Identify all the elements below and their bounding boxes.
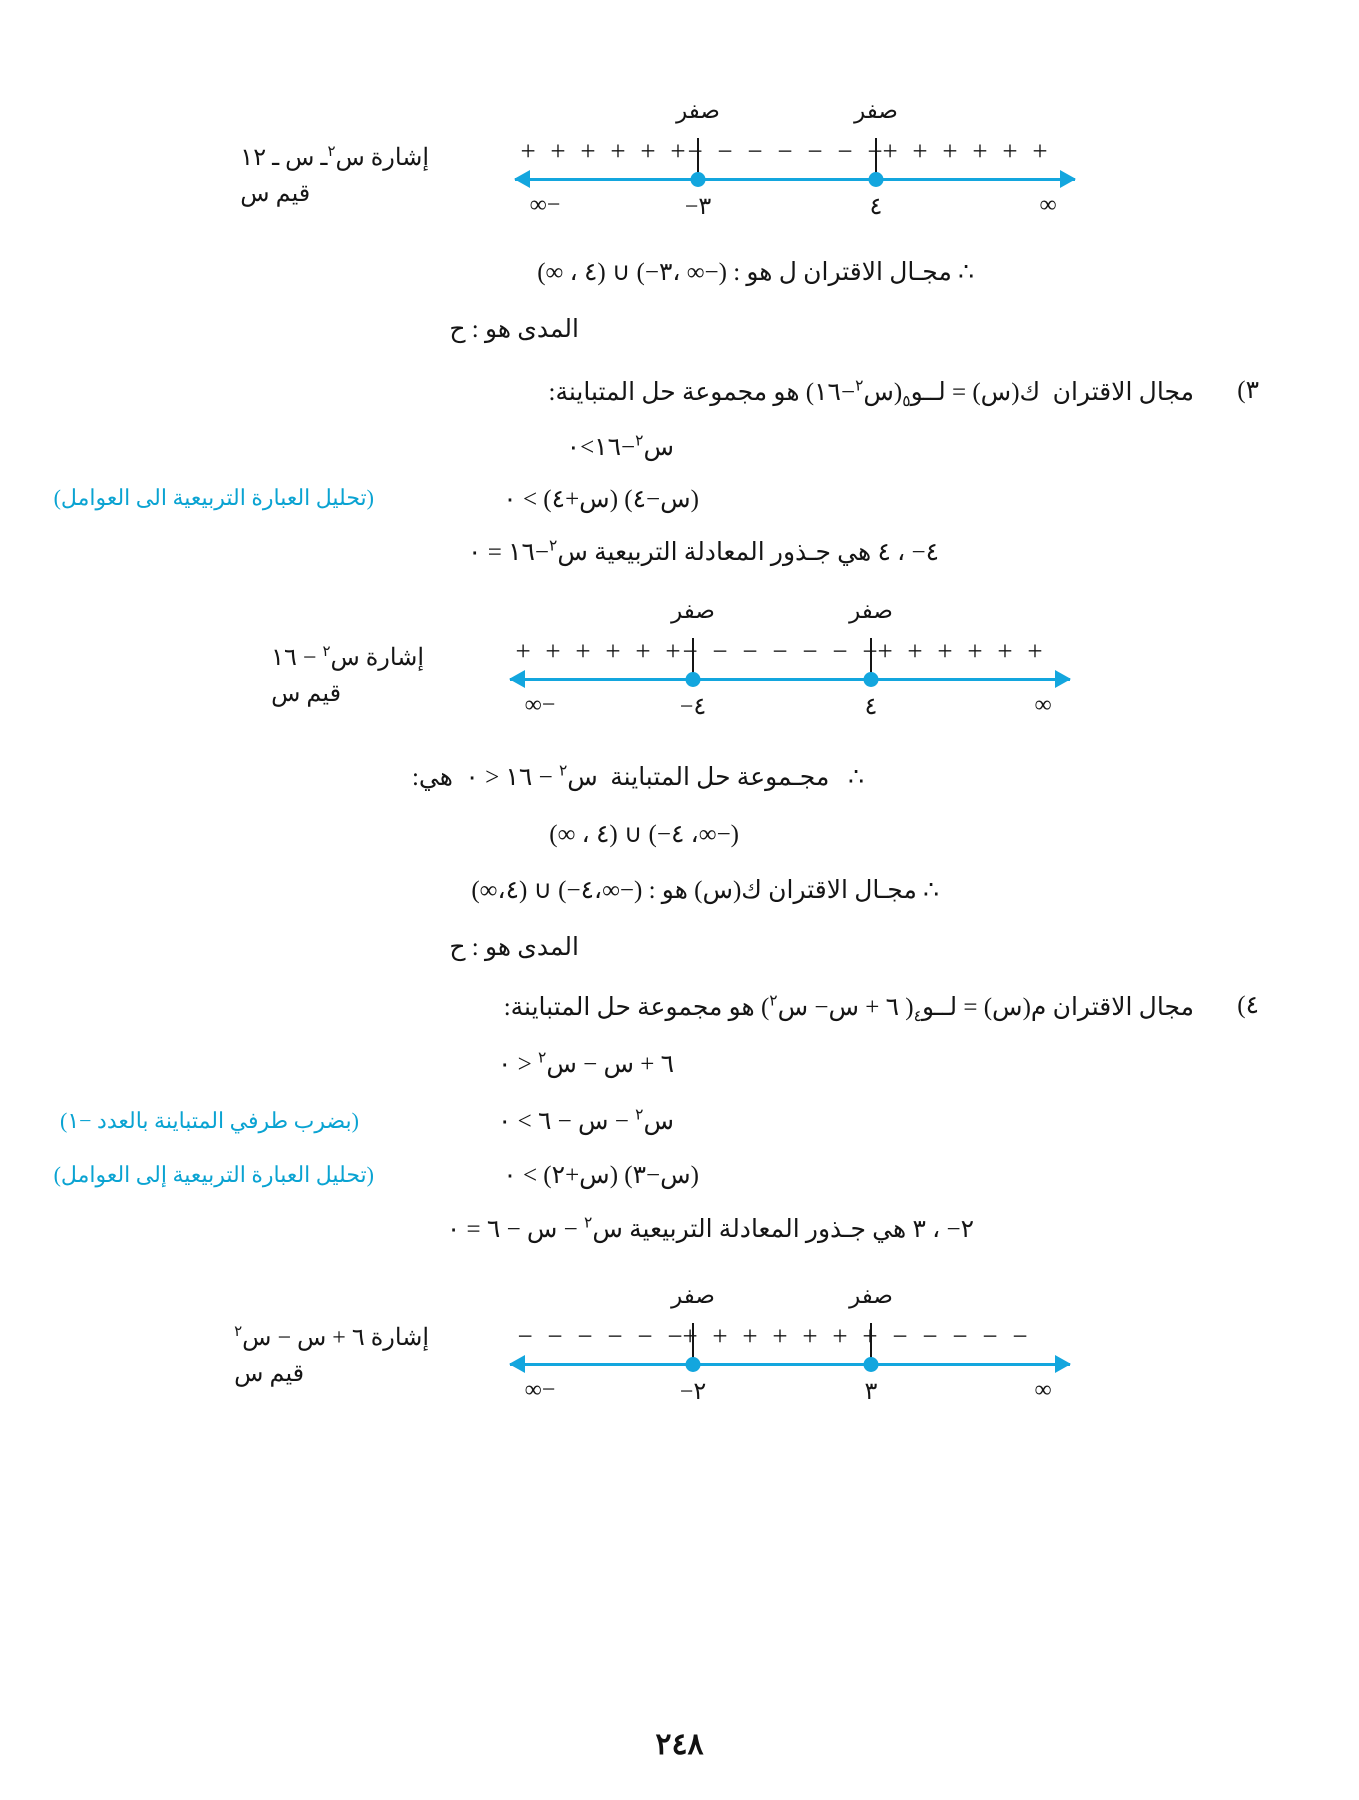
page-number: ٢٤٨ bbox=[655, 1728, 704, 1761]
axis-line bbox=[515, 178, 1075, 181]
item-3-roots: ٤− ، ٤ هي جـذور المعادلة التربيعية س$^٢$−١٦ = ٠ bbox=[468, 537, 939, 566]
item-3-inequality-2: (س−٤) (س+٤) > ٠ bbox=[503, 486, 699, 513]
sign-segment: − − − − − bbox=[892, 1321, 1032, 1351]
item-4-inequality-2: س$^٢$ − س − ٦ > ٠ bbox=[497, 1106, 674, 1135]
axis-arrow-right-icon bbox=[1055, 670, 1071, 688]
axis-arrow-left-icon bbox=[514, 170, 530, 188]
root-dot bbox=[869, 172, 884, 187]
root-dot bbox=[864, 1357, 879, 1372]
domain-conclusion-2: ∴ مجـال الاقتران ك(س) هو : (−∞،٤−) ∪ (٤،∞) bbox=[471, 877, 939, 904]
item-4-note-multiply: (بضرب طرفي المتباينة بالعدد −١) bbox=[59, 1108, 359, 1133]
item-3-note-factoring: (تحليل العبارة التربيعية الى العوامل) bbox=[53, 485, 374, 510]
right-end-label: ∞ bbox=[1039, 192, 1057, 218]
zero-label: صفر bbox=[671, 598, 715, 623]
tick-value: ٣− bbox=[684, 194, 712, 220]
sign-line-diagram-3 bbox=[510, 1285, 1070, 1435]
tick-value: ٤ bbox=[864, 694, 878, 720]
tick-value: ٤− bbox=[679, 694, 707, 720]
root-dot bbox=[691, 172, 706, 187]
sign-line-row-labels-2 bbox=[271, 640, 424, 712]
item-4-inequality-1: ٦ + س − س$^٢$ < ٠ bbox=[497, 1049, 674, 1078]
item-4-roots: ٢− ، ٣ هي جـذور المعادلة التربيعية س$^٢$ − س − ٦ = ٠ bbox=[446, 1214, 974, 1243]
sign-segment: − − − − − − − bbox=[687, 136, 887, 166]
sign-row-label: إشارة ٦ + س − س$^٢$ bbox=[234, 1324, 429, 1351]
sign-line-row-labels-1 bbox=[240, 140, 429, 212]
root-dot bbox=[686, 672, 701, 687]
range-statement-1: المدى هو : ح bbox=[449, 316, 579, 343]
sign-segment: + + + + + + bbox=[882, 136, 1052, 166]
values-row-label: قيم س bbox=[240, 181, 311, 207]
tick-value: ٢− bbox=[679, 1379, 707, 1405]
item-3-inequality-1: س$^٢$−١٦>٠ bbox=[566, 432, 674, 461]
sign-row-label: إشارة س$^٢$ − ١٦ bbox=[271, 644, 424, 671]
item-4-note-factoring: (تحليل العبارة التربيعية إلى العوامل) bbox=[53, 1162, 374, 1187]
axis-arrow-right-icon bbox=[1060, 170, 1076, 188]
log-base: ٥ bbox=[902, 393, 911, 410]
axis-line bbox=[510, 678, 1070, 681]
zero-label: صفر bbox=[671, 1283, 715, 1308]
domain-conclusion-1: ∴ مجـال الاقتران ل هو : (−∞ ،٣−) ∪ (٤ ، ∞) bbox=[537, 259, 974, 286]
item-4-statement: مجال الاقتران م(س) = لــو$_٤$( ٦ + س− س$^٢$) هو مجموعة حل المتباينة: bbox=[503, 992, 1194, 1025]
values-row-label: قيم س bbox=[234, 1361, 305, 1387]
sign-row-label: إشارة س$^٢$ـ س ـ ١٢ bbox=[240, 144, 429, 171]
zero-label: صفر bbox=[849, 598, 893, 623]
root-dot bbox=[864, 672, 879, 687]
tick-value: ٤ bbox=[869, 194, 883, 220]
values-row-label: قيم س bbox=[271, 681, 342, 707]
solution-set-interval-2: (−∞، ٤−) ∪ (٤ ، ∞) bbox=[549, 821, 739, 848]
axis-arrow-left-icon bbox=[509, 1355, 525, 1373]
left-end-label: −∞ bbox=[524, 692, 556, 718]
sign-segment: + + + + + + + bbox=[682, 1321, 882, 1351]
left-end-label: −∞ bbox=[524, 1377, 556, 1403]
log-base: ٤ bbox=[913, 1008, 922, 1025]
item-4-inequality-3: (س−٣) (س+٢) > ٠ bbox=[503, 1162, 699, 1189]
zero-label: صفر bbox=[849, 1283, 893, 1308]
sign-segment: − − − − − − − bbox=[682, 636, 882, 666]
sign-segment: + + + + + + bbox=[515, 636, 685, 666]
tick-value: ٣ bbox=[864, 1379, 878, 1405]
sign-line-row-labels-3 bbox=[234, 1320, 429, 1392]
sign-segment: + + + + + + bbox=[520, 136, 690, 166]
axis-arrow-left-icon bbox=[509, 670, 525, 688]
item-3-statement: مجال الاقتران ك(س) = لــو$_٥$(س$^٢$−١٦) هو مجموعة حل المتباينة: bbox=[548, 377, 1194, 410]
sign-segment: + + + + + + bbox=[877, 636, 1047, 666]
zero-label: صفر bbox=[854, 98, 898, 123]
right-end-label: ∞ bbox=[1034, 1377, 1052, 1403]
right-end-label: ∞ bbox=[1034, 692, 1052, 718]
sign-line-diagram-2 bbox=[510, 600, 1070, 750]
item-number-3: ٣) bbox=[1237, 377, 1259, 404]
sign-segment: − − − − − − bbox=[517, 1321, 687, 1351]
left-end-label: −∞ bbox=[529, 192, 561, 218]
root-dot bbox=[686, 1357, 701, 1372]
axis-arrow-right-icon bbox=[1055, 1355, 1071, 1373]
range-statement-2: المدى هو : ح bbox=[449, 934, 579, 961]
sign-line-diagram-1 bbox=[515, 100, 1075, 250]
axis-line bbox=[510, 1363, 1070, 1366]
item-number-4: ٤) bbox=[1237, 992, 1259, 1019]
zero-label: صفر bbox=[676, 98, 720, 123]
solution-set-conclusion-2: ∴ مجـموعة حل المتباينة س$^٢$ − ١٦ < ٠ هي: bbox=[411, 762, 864, 791]
